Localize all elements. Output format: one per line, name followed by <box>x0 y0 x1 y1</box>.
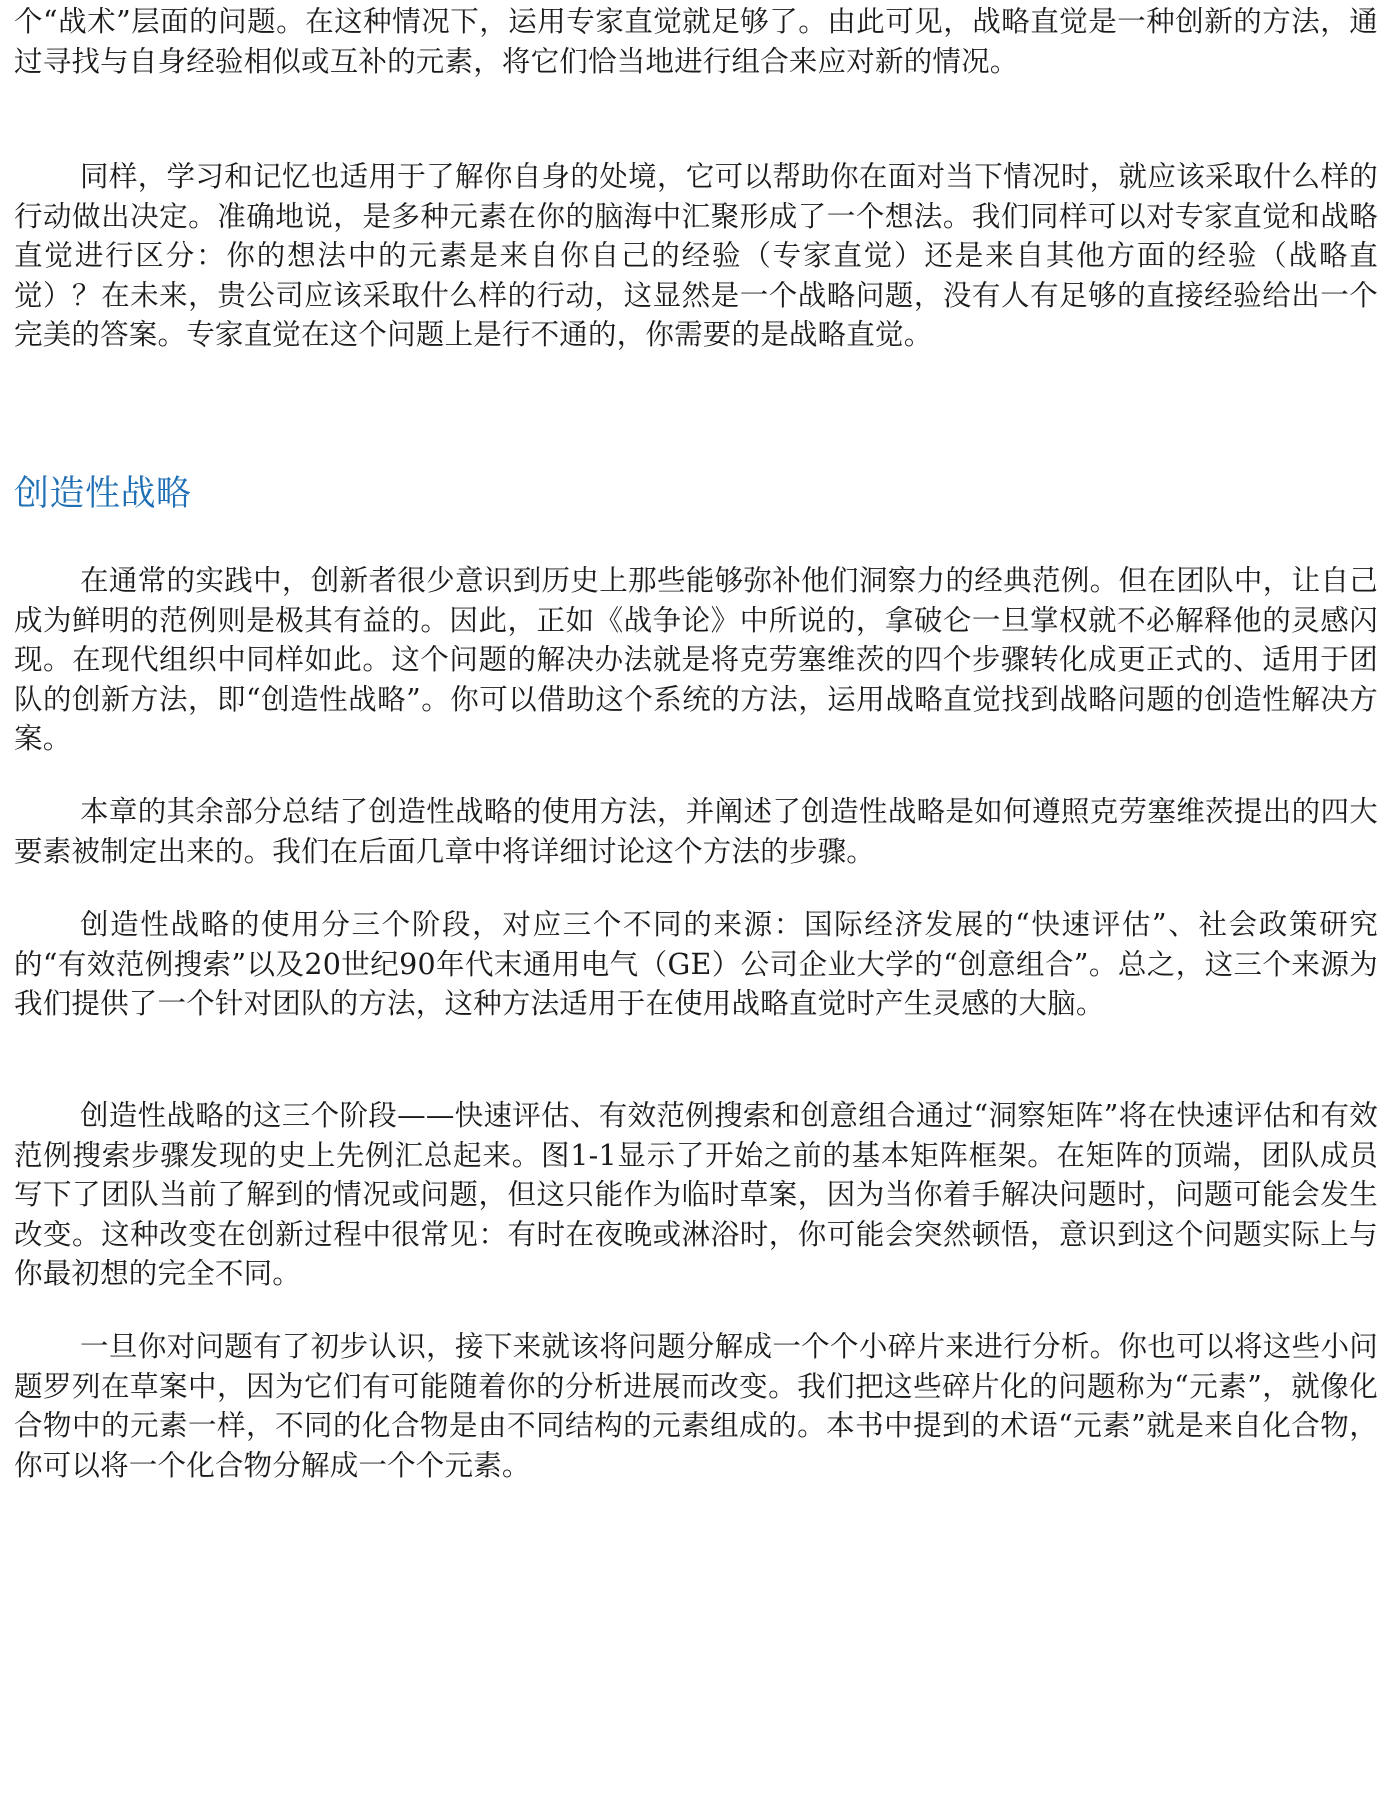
section-heading: 创造性战略 <box>14 474 192 514</box>
paragraph-insight-matrix: 创造性战略的这三个阶段——快速评估、有效范例搜索和创意组合通过“洞察矩阵”将在快速评估和有效范例搜索步骤发现的史上先例汇总起来。图1-1显示了开始之前的基本矩阵框架。在矩阵的顶端，团队成员写下了团队当前了解到的情况或问题，但这只能作为临时草案，因为当你着手解决问题时，问题可能会发生改变。这种改变在创新过程中很常见：有时在夜晚或淋浴时，你可能会突然顿悟，意识到这个问题实际上与你最初想的完全不同。 <box>14 1099 1378 1290</box>
paragraph-intuition-distinction: 同样，学习和记忆也适用于了解你自身的处境，它可以帮助你在面对当下情况时，就应该采取什么样的行动做出决定。准确地说，是多种元素在你的脑海中汇聚形成了一个想法。我们同样可以对专家直觉和战略直觉进行区分：你的想法中的元素是来自你自己的经验（专家直觉）还是来自其他方面的经验（战略直觉）？在未来，贵公司应该采取什么样的行动，这显然是一个战略问题，没有人有足够的直接经验给出一个完美的答案。专家直觉在这个问题上是行不通的，你需要的是战略直觉。 <box>14 160 1378 351</box>
paragraph-creative-strategy-intro: 在通常的实践中，创新者很少意识到历史上那些能够弥补他们洞察力的经典范例。但在团队中，让自己成为鲜明的范例则是极其有益的。因此，正如《战争论》中所说的，拿破仑一旦掌权就不必解释他的灵感闪现。在现代组织中同样如此。这个问题的解决办法就是将克劳塞维茨的四个步骤转化成更正式的、适用于团队的创新方法，即“创造性战略”。你可以借助这个系统的方法，运用战略直觉找到战略问题的创造性解决方案。 <box>14 564 1378 755</box>
paragraph-elements: 一旦你对问题有了初步认识，接下来就该将问题分解成一个个小碎片来进行分析。你也可以将这些小问题罗列在草案中，因为它们有可能随着你的分析进展而改变。我们把这些碎片化的问题称为“元素”，就像化合物中的元素一样，不同的化合物是由不同结构的元素组成的。本书中提到的术语“元素”就是来自化合物，你可以将一个化合物分解成一个个元素。 <box>14 1330 1378 1482</box>
paragraph-chapter-summary: 本章的其余部分总结了创造性战略的使用方法，并阐述了创造性战略是如何遵照克劳塞维茨提出的四大要素被制定出来的。我们在后面几章中将详细讨论这个方法的步骤。 <box>14 795 1378 868</box>
paragraph-continued: 个“战术”层面的问题。在这种情况下，运用专家直觉就足够了。由此可见，战略直觉是一种创新的方法，通过寻找与自身经验相似或互补的元素，将它们恰当地进行组合来应对新的情况。 <box>14 5 1378 78</box>
paragraph-three-stages: 创造性战略的使用分三个阶段，对应三个不同的来源：国际经济发展的“快速评估”、社会政策研究的“有效范例搜索”以及20世纪90年代末通用电气（GE）公司企业大学的“创意组合”。总之，这三个来源为我们提供了一个针对团队的方法，这种方法适用于在使用战略直觉时产生灵感的大脑。 <box>14 908 1378 1020</box>
